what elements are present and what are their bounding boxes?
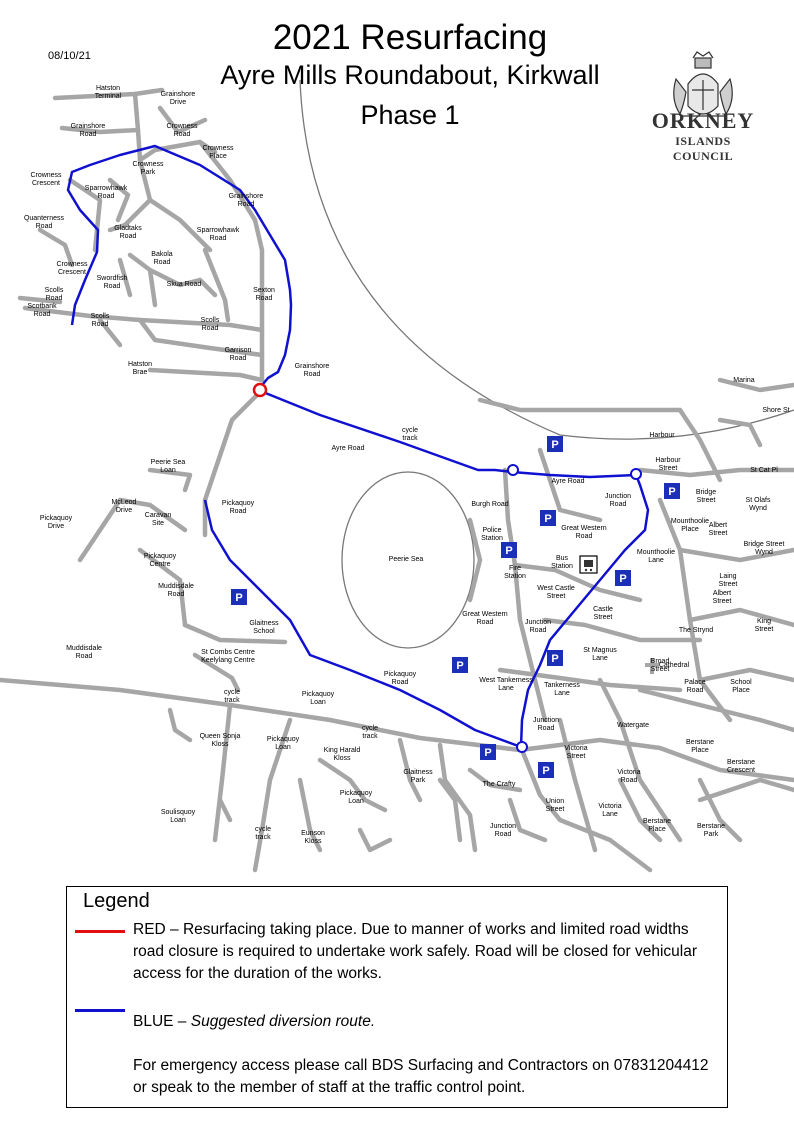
map-label: Soulisquoy Loan	[160, 809, 196, 824]
map-label: Grainshore Road	[294, 363, 330, 378]
map-label: Hatston Brae	[127, 361, 153, 376]
page-subtitle: Ayre Mills Roundabout, Kirkwall	[220, 60, 600, 90]
legend-emergency-text: For emergency access please call BDS Surfacing and Contractors on 07831204412 or speak to the member of staff at the traffic control point.	[133, 1057, 709, 1096]
map-label: Peerie Sea Loan	[150, 459, 186, 474]
svg-text:P: P	[484, 747, 492, 759]
council-name: ORKNEY	[651, 108, 755, 133]
map-label: Grainshore Road	[228, 193, 264, 208]
map-label: Cathedral	[658, 662, 690, 669]
map-label: Pickaquoy Loan	[266, 736, 300, 751]
map-label: Mounthoolie Lane	[636, 549, 676, 564]
map-label: Crowness Road	[166, 123, 198, 138]
parking-icon	[615, 570, 631, 586]
map-label: Pickaquoy Drive	[39, 515, 73, 530]
legend-blue-line	[75, 1009, 125, 1012]
svg-text:P: P	[551, 439, 559, 451]
svg-text:P: P	[456, 660, 464, 672]
parking-icon	[664, 483, 680, 499]
map-label: McLeod Drive	[111, 499, 137, 514]
map-label: Bus Station	[551, 555, 573, 570]
bus-station-icon	[580, 556, 597, 573]
svg-text:P: P	[544, 513, 552, 525]
map-label: Laing Street	[718, 573, 738, 588]
map-label: The Crafty	[482, 781, 516, 788]
map-label: Eunson Kloss	[301, 830, 325, 845]
map-label: Watergate	[616, 722, 650, 729]
map-label: Berstane Place	[685, 739, 715, 754]
legend-blue-label: BLUE –	[133, 1013, 191, 1030]
council-subname: ISLANDS COUNCIL	[672, 134, 734, 163]
map-label: Crowness Place	[202, 145, 234, 160]
map-label: Junction Road	[489, 823, 517, 838]
map-label: cycle track	[402, 427, 418, 442]
map-label: Harbour Street	[655, 457, 681, 472]
map-label: Ayre Road	[551, 478, 585, 485]
map-label: Junction Road	[604, 493, 632, 508]
map-label: St Olafs Wynd	[745, 497, 771, 512]
map-label: Skua Road	[166, 281, 202, 288]
map-label: Burgh Road	[471, 501, 509, 508]
map-label: School Place	[730, 679, 752, 694]
parking-icon	[480, 744, 496, 760]
map-label: Harbour	[649, 432, 675, 439]
map-label: Marina	[733, 377, 755, 384]
parking-icon	[231, 589, 247, 605]
map-label: Garrison Road	[224, 347, 252, 362]
parking-icon	[547, 436, 563, 452]
coastline	[300, 80, 794, 439]
map-label: Junction Road	[524, 619, 552, 634]
map-label: Glaitness Park	[403, 769, 433, 784]
legend-red-line	[75, 930, 125, 933]
map-label: Mounthoolie Place	[670, 518, 710, 533]
map-label: Tankerness Lane	[544, 682, 580, 697]
map-label: Pickaquoy Centre	[143, 553, 177, 568]
map-label: Scotbank Road	[27, 303, 57, 318]
page-title: 2021 Resurfacing	[272, 18, 548, 57]
map-label: Grainshore Road	[70, 123, 106, 138]
map-label: West Castle Street	[537, 585, 575, 600]
map-label: Palace Road	[684, 679, 706, 694]
map-label: Broad Street	[650, 658, 670, 673]
map-label: St Cat Pl	[750, 467, 778, 474]
map-label: Albert Street	[712, 590, 732, 605]
legend-blue-text	[133, 1011, 723, 1033]
map-label: Grainshore Drive	[160, 91, 196, 106]
map-label: King Street	[754, 618, 774, 633]
diversion-junction-harbour	[631, 469, 641, 479]
map-label: Gladtaks Road	[114, 225, 142, 240]
map-label: Crowness Crescent	[30, 172, 62, 187]
map-label: Queen Sonja Kloss	[199, 733, 241, 748]
phase-label: Phase 1	[360, 100, 460, 130]
map-label: Pickaquoy Road	[383, 671, 417, 686]
map-label: Great Western Road	[462, 611, 508, 626]
map-label: The Strynd	[678, 627, 714, 634]
map-label: Pickaquoy Loan	[301, 691, 335, 706]
map-label: Union Street	[545, 798, 565, 813]
parking-icon	[501, 542, 517, 558]
map-label: Scolls Road	[44, 287, 64, 302]
map-label: cycle track	[255, 826, 271, 841]
legend-red-text: RED – Resurfacing taking place. Due to manner of works and limited road widths road closure is required to undertake work safely. Road will be closed for vehicular access for the duration of the works.	[133, 921, 698, 982]
road-map	[0, 80, 794, 880]
map-label: Ayre Road	[331, 445, 365, 452]
map-label: St Combs Centre Keelylang Centre	[201, 649, 255, 664]
map-label: Great Western Road	[561, 525, 607, 540]
legend-title: Legend	[83, 890, 150, 912]
diversion-junction-ayre	[508, 465, 518, 475]
map-label: Berstane Place	[642, 818, 672, 833]
roadworks-roundabout	[254, 384, 266, 396]
map-label: Scolls Road	[200, 317, 220, 332]
map-label: Peerie Sea	[388, 556, 424, 563]
svg-text:P: P	[542, 765, 550, 777]
svg-text:P: P	[235, 592, 243, 604]
svg-text:P: P	[619, 573, 627, 585]
map-label: Sexton Road	[253, 287, 275, 302]
map-labels	[24, 85, 790, 845]
map-label: Shore St	[762, 407, 790, 414]
parking-icon	[540, 510, 556, 526]
svg-text:P: P	[505, 545, 513, 557]
map-label: Albert Street	[708, 522, 728, 537]
map-label: St Magnus Lane	[583, 647, 617, 662]
diversion-junction-south	[517, 742, 527, 752]
map-label: Crowness Park	[132, 161, 164, 176]
parking-icon	[452, 657, 468, 673]
legend-blue-desc: Suggested diversion route.	[190, 1013, 376, 1030]
map-label: King Harald Kloss	[323, 747, 361, 762]
map-label: Swordfish Road	[96, 275, 128, 290]
map-label: West Tankerness Lane	[479, 677, 533, 692]
map-label: Pickaquoy Loan	[339, 790, 373, 805]
map-label: Victoria Street	[564, 745, 588, 760]
map-label: Pickaquoy Road	[221, 500, 255, 515]
map-label: Hatston Terminal	[94, 85, 122, 100]
map-label: Muddisdale Road	[66, 645, 102, 660]
map-label: Sparrowhawk Road	[84, 185, 128, 200]
map-label: Caravan Site	[144, 512, 172, 527]
parking-icon	[547, 650, 563, 666]
map-label: Police Station	[481, 527, 503, 542]
map-label: Castle Street	[593, 606, 613, 621]
map-label: Junction Road	[532, 717, 560, 732]
map-label: Crowness Crescent	[56, 261, 88, 276]
map-label: Bridge Street	[695, 489, 717, 504]
legend-box	[66, 886, 728, 1108]
map-label: Berstane Park	[696, 823, 726, 838]
map-label: Berstane Crescent	[726, 759, 756, 774]
map-date: 08/10/21	[48, 50, 91, 62]
map-label: Glaitness School	[249, 620, 279, 635]
map-label: Muddisdale Road	[158, 583, 194, 598]
svg-text:P: P	[668, 486, 676, 498]
map-label: Bakola Road	[151, 251, 173, 266]
map-label: Scolls Road	[90, 313, 110, 328]
map-label: Fire Station	[504, 565, 526, 580]
map-label: Quanterness Road	[23, 215, 65, 230]
map-label: Victoria Lane	[598, 803, 622, 818]
map-label: Bridge Street Wynd	[743, 541, 785, 556]
svg-text:P: P	[551, 653, 559, 665]
map-label: Sparrowhawk Road	[196, 227, 240, 242]
map-label: Victoria Road	[617, 769, 641, 784]
map-label: cycle track	[362, 725, 378, 740]
map-label: cycle track	[224, 689, 240, 704]
parking-icon	[538, 762, 554, 778]
